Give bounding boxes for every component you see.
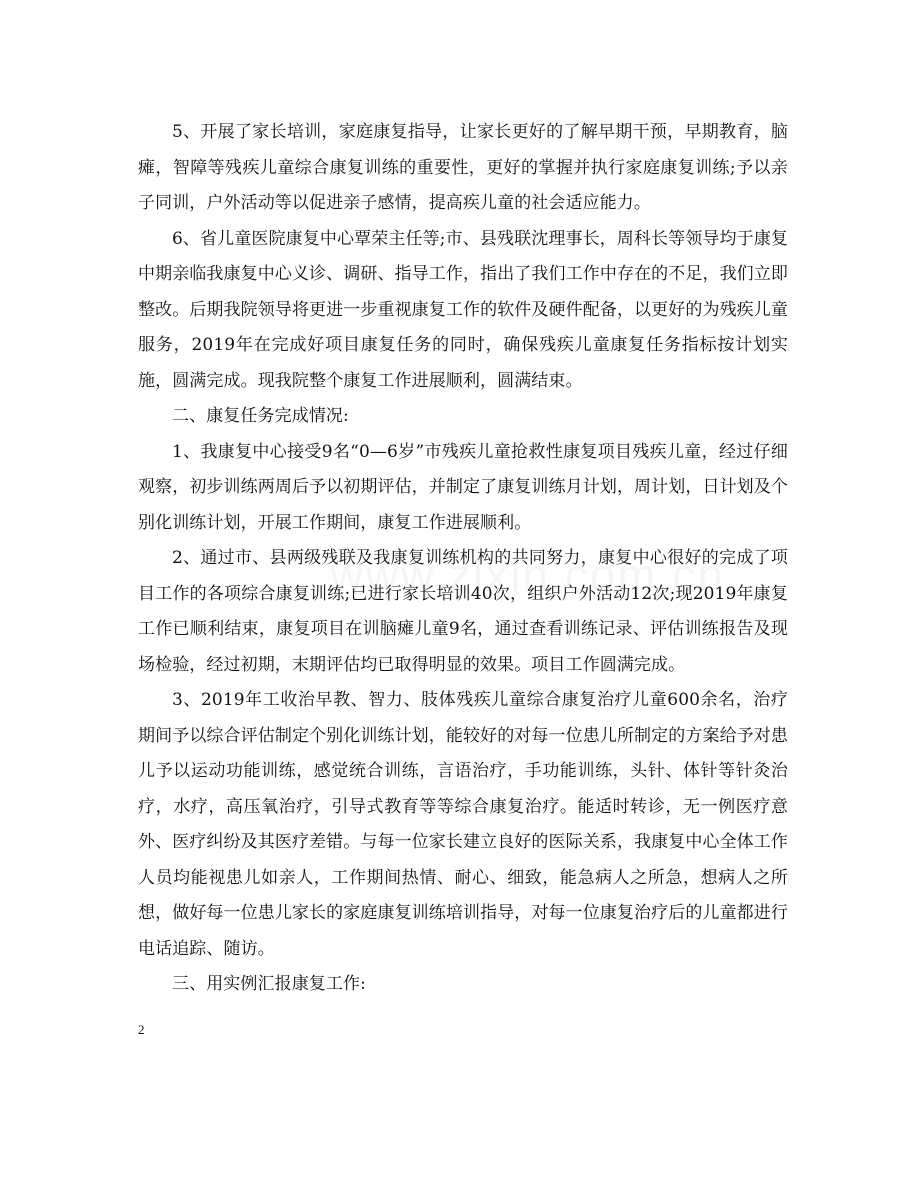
page-number: 2 [138,1022,145,1037]
paragraph-task-3: 3、2019年工收治早教、智力、肢体残疾儿童综合康复治疗儿童600余名，治疗期间予以综合评估制定个别化训练计划，能较好的对每一位患儿所制定的方案给予对患儿予以运动功能训练，感觉统合训练，言语治疗，手功能训练，头针、体针等针灸治疗，水疗，高压氧治疗，引导式教育等等综合康复治疗。能适时转诊，无一例医疗意外、医疗纠纷及其医疗差错。与每一位家长建立良好的医际关系，我康复中心全体工作人员均能视患儿如亲人，工作期间热情、耐心、细致，能急病人之所急，想病人之所想，做好每一位患儿家长的家庭康复训练培训指导，对每一位康复治疗后的儿童都进行电话追踪、随访。 [138,690,788,959]
paragraph-task-2: 2、通过市、县两级残联及我康复训练机构的共同努力，康复中心很好的完成了项目工作的各项综合康复训练;已进行家长培训40次，组织户外活动12次;现2019年康复工作已顺利结束，康复项目在训脑瘫儿童9名，通过查看训练记录、评估训练报告及现场检验，经过初期，末期评估均已取得明显的效果。项目工作圆满完成。 [138,548,788,675]
paragraph-item-5: 5、开展了家长培训，家庭康复指导，让家长更好的了解早期干预，早期教育，脑瘫，智障等残疾儿童综合康复训练的重要性，更好的掌握并执行家庭康复训练;予以亲子同训，户外活动等以促进亲子感情，提高疾儿童的社会适应能力。 [138,122,788,213]
paragraph-task-1: 1、我康复中心接受9名“0—6岁”市残疾儿童抢救性康复项目残疾儿童，经过仔细观察，初步训练两周后予以初期评估，并制定了康复训练月计划，周计划，日计划及个别化训练计划，开展工作期间，康复工作进展顺利。 [138,441,788,533]
section-heading-2: 二、康复任务完成情况: [172,406,349,426]
paragraph-item-6: 6、省儿童医院康复中心覃荣主任等;市、县残联沈理事长，周科长等领导均于康复中期亲临我康复中心义诊、调研、指导工作，指出了我们工作中存在的不足，我们立即整改。后期我院领导将更进一步重视康复工作的软件及硬件配备，以更好的为残疾儿童服务，2019年在完成好项目康复任务的同时，确保残疾儿童康复任务指标按计划实施，圆满完成。现我院整个康复工作进展顺利，圆满结束。 [138,228,788,391]
document-body [138,115,788,1003]
section-heading-3: 三、用实例汇报康复工作: [172,974,366,994]
